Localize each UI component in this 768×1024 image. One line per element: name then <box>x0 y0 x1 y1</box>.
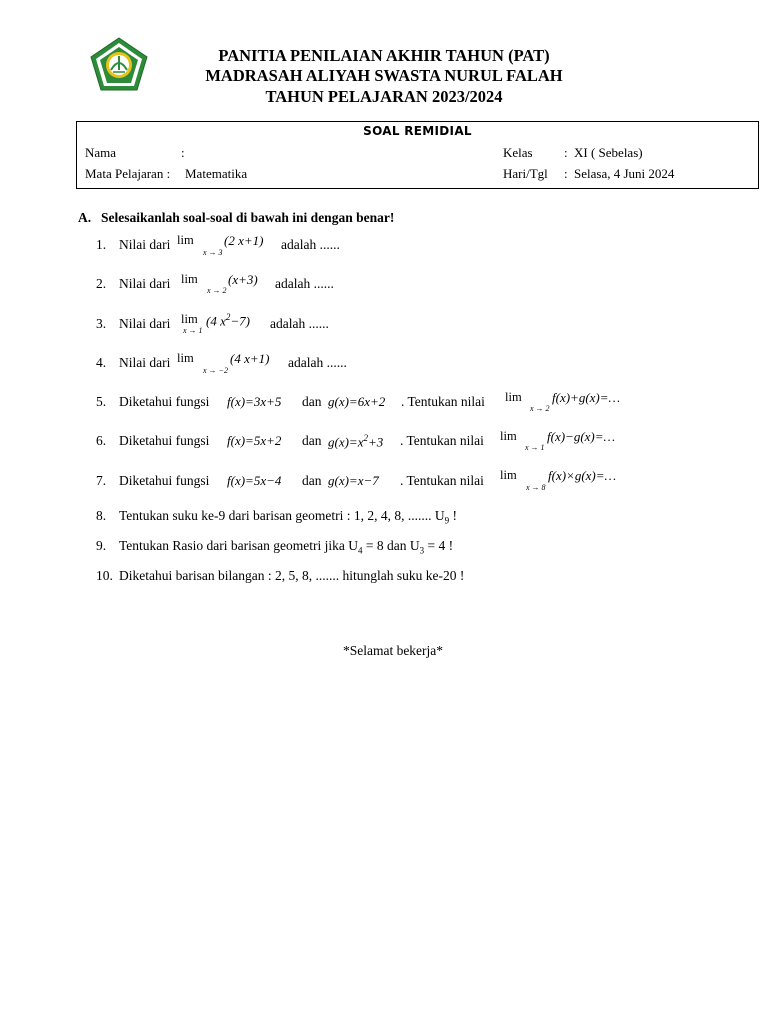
question-text: . Tentukan nilai <box>400 473 484 488</box>
math-expression: (x+3) <box>228 272 258 287</box>
question-text: . Tentukan nilai <box>401 394 485 409</box>
lim-subscript: x → 2 <box>530 404 550 413</box>
math-expression: (2 x+1) <box>224 233 264 248</box>
lim-subscript: x → 3 <box>203 248 223 257</box>
question-text: Diketahui fungsi <box>119 433 210 448</box>
question-suffix: adalah ...... <box>281 237 340 252</box>
lim-subscript: x → 2 <box>207 286 227 295</box>
question-text: Tentukan Rasio dari barisan geometri jika $U_4 = 8$ dan $U_3 = 4$ ! <box>119 538 454 556</box>
question-text: Nilai dari <box>119 276 171 291</box>
hari-separator: : <box>564 166 568 181</box>
kelas-separator: : <box>564 145 568 160</box>
section-title: Selesaikanlah soal-soal di bawah ini dengan benar! <box>101 210 395 225</box>
question-suffix: adalah ...... <box>270 316 329 331</box>
math-expression: (4 x+1) <box>230 351 270 366</box>
nama-label: Nama <box>85 145 117 160</box>
question-text: Nilai dari <box>119 355 171 370</box>
lim-operator: lim <box>177 351 194 365</box>
lim-subscript: x → 8 <box>526 483 546 492</box>
mapel-value: Matematika <box>185 166 248 181</box>
header-line-3: TAHUN PELAJARAN 2023/2024 <box>265 87 503 106</box>
question-text: . Tentukan nilai <box>400 433 484 448</box>
nama-separator: : <box>181 145 185 160</box>
question-number: 6. <box>96 433 107 448</box>
question-number: 9. <box>96 538 107 553</box>
mapel-label: Mata Pelajaran : <box>85 166 171 181</box>
question-number: 4. <box>96 355 107 370</box>
hari-label: Hari/Tgl <box>503 166 548 181</box>
closing-text: *Selamat bekerja* <box>342 643 444 658</box>
question-text: Diketahui fungsi <box>119 473 210 488</box>
question-text: Tentukan suku ke-9 dari barisan geometri : 1, 2, 4, 8, ....... $U_9$ ! <box>119 508 457 526</box>
math-expression: (4 $x^2-7$) <box>206 312 250 329</box>
function-f: f(x)=3x+5 <box>227 394 282 409</box>
info-title: SOAL REMIDIAL <box>363 124 472 138</box>
math-expression: f(x)+g(x)=… <box>552 390 621 405</box>
info-box <box>76 121 759 189</box>
lim-subscript: x → 1 <box>525 443 545 452</box>
question-number: 1. <box>96 237 107 252</box>
function-g: g(x)=x−7 <box>328 473 379 488</box>
question-number: 7. <box>96 473 107 488</box>
lim-operator: lim <box>500 468 517 482</box>
kelas-label: Kelas <box>503 145 533 160</box>
function-f: f(x)=5x+2 <box>227 433 282 448</box>
lim-subscript: x → 1 <box>183 326 203 335</box>
conjunction: dan <box>302 473 322 488</box>
question-suffix: adalah ...... <box>275 276 334 291</box>
hari-value: Selasa, 4 Juni 2024 <box>574 166 675 181</box>
question-suffix: adalah ...... <box>288 355 347 370</box>
function-g: $g(x)=x^2+3$ <box>328 433 384 450</box>
lim-operator: lim <box>177 233 194 247</box>
header-line-2: MADRASAH ALIYAH SWASTA NURUL FALAH <box>205 66 563 85</box>
math-expression: f(x)−g(x)=… <box>547 429 616 444</box>
header-line-1: PANITIA PENILAIAN AKHIR TAHUN (PAT) <box>218 46 550 65</box>
question-number: 3. <box>96 316 107 331</box>
question-text: Nilai dari <box>119 316 171 331</box>
question-number: 8. <box>96 508 107 523</box>
question-text: Diketahui fungsi <box>119 394 210 409</box>
kelas-value: XI ( Sebelas) <box>574 145 643 160</box>
lim-operator: lim <box>181 272 198 286</box>
lim-subscript: x → −2 <box>203 366 228 375</box>
conjunction: dan <box>302 394 322 409</box>
question-number: 2. <box>96 276 107 291</box>
lim-operator: lim <box>181 312 198 326</box>
function-g: g(x)=6x+2 <box>328 394 386 409</box>
math-expression: f(x)×g(x)=… <box>548 468 617 483</box>
lim-operator: lim <box>505 390 522 404</box>
section-letter: A. <box>78 210 92 225</box>
question-number: 5. <box>96 394 107 409</box>
function-f: f(x)=5x−4 <box>227 473 282 488</box>
lim-operator: lim <box>500 429 517 443</box>
conjunction: dan <box>302 433 322 448</box>
question-number: 10. <box>96 568 113 583</box>
question-text: Diketahui barisan bilangan : 2, 5, 8, ....... hitunglah suku ke-20 ! <box>119 568 465 583</box>
question-text: Nilai dari <box>119 237 171 252</box>
